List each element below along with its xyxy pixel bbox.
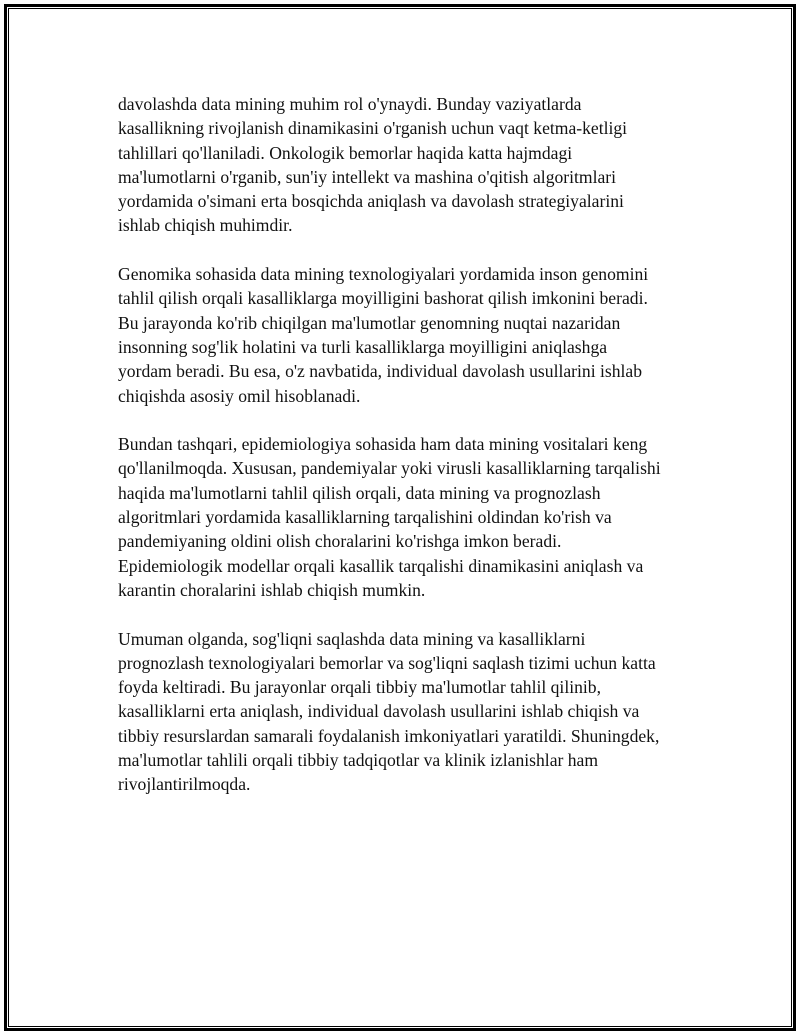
paragraph-3: Bundan tashqari, epidemiologiya sohasida ham data mining vositalari keng qo'llanilmoqda. Xususan, pandemiyalar yoki virusli kasalliklarning tarqalishi haqida ma'lumotlarni tahlil qilish orqali, data mining va prognozlash algoritmlari yordamida kasalliklarning tarqalishini oldindan ko'rish va pandemiyaning oldini olish choralarini ko'rishga imkon beradi. Epidemiologik modellar orqali kasallik tarqalishi dinamikasini aniqlash va karantin choralarini ishlab chiqish mumkin. [118,434,661,600]
paragraph-1: davolashda data mining muhim rol o'ynaydi. Bunday vaziyatlarda kasallikning rivojlanish dinamikasini o'rganish uchun vaqt ketma-ketligi tahlillari qo'llaniladi. Onkologik bemorlar haqida katta hajmdagi ma'lumotlarni o'rganib, sun'iy intellekt va mashina o'qitish algoritmlari yordamida o'simani erta bosqichda aniqlash va davolash strategiyalarini ishlab chiqish muhimdir. [118,94,628,236]
paragraph-4: Umuman olganda, sog'liqni saqlashda data mining va kasalliklarni prognozlash texnologiyalari bemorlar va sog'liqni saqlash tizimi uchun katta foyda keltiradi. Bu jarayonlar orqali tibbiy ma'lumotlar tahlil qilinib, kasalliklarni erta aniqlash, individual davolash usullarini ishlab chiqish va tibbiy resurslardan samarali foydalanish imkoniyatlari yaratildi. Shuningdek, ma'lumotlar tahlili orqali tibbiy tadqiqotlar va klinik izlanishlar ham rivojlantirilmoqda. [118,628,660,795]
document-body [118,92,688,821]
paragraph-2: Genomika sohasida data mining texnologiyalari yordamida inson genomini tahlil qilish orqali kasalliklarga moyilligini bashorat qilish imkonini beradi. Bu jarayonda ko'rib chiqilgan ma'lumotlar genomning nuqtai nazaridan insonning sog'lik holatini va turli kasalliklarga moyilligini aniqlashga yordam beradi. Bu esa, o'z navbatida, individual davolash usullarini ishlab chiqishda asosiy omil hisoblanadi. [118,264,649,406]
